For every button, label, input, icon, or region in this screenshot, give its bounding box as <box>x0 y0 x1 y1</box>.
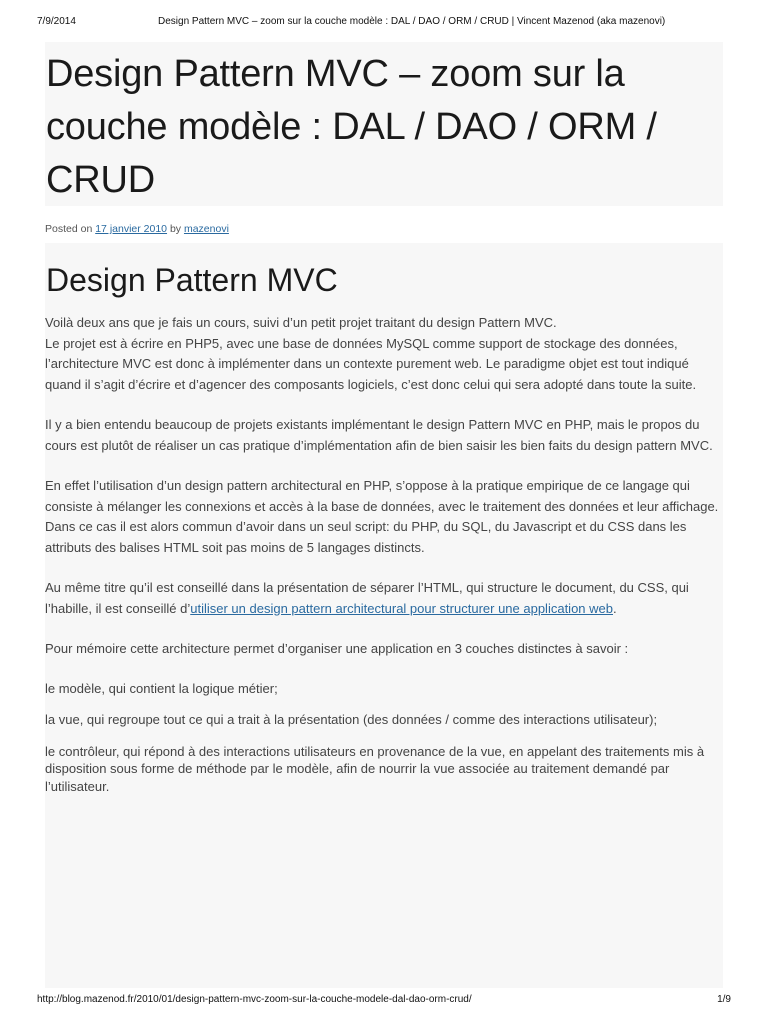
print-url: http://blog.mazenod.fr/2010/01/design-pattern-mvc-zoom-sur-la-couche-modele-dal-dao-orm-crud/ <box>37 994 472 1005</box>
article-meta <box>45 223 229 235</box>
print-header <box>37 16 731 30</box>
print-document-title: Design Pattern MVC – zoom sur la couche modèle : DAL / DAO / ORM / CRUD | Vincent Mazenod (aka mazenovi) <box>158 16 666 27</box>
paragraph-php-practice: En effet l’utilisation d’un design pattern architectural en PHP, s’oppose à la pratique empirique de ce langage qui consiste à mélanger les connexions et accès à la base de données, avec le traitement des données et leur affichage. Dans ce cas il est alors commun d’avoir dans un seul script: du PHP, du SQL, du Javascript et du CSS dans les attributs des balises HTML soit pas moins de 5 langages distincts. <box>45 478 719 555</box>
list-item-model: le modèle, qui contient la logique métier; <box>45 680 278 696</box>
by-label: by <box>169 223 182 235</box>
print-footer <box>37 994 731 1008</box>
article-title: Design Pattern MVC – zoom sur la couche modèle : DAL / DAO / ORM / CRUD <box>46 53 657 201</box>
article-body <box>45 313 723 809</box>
print-date: 7/9/2014 <box>37 16 76 27</box>
posted-on-label: Posted on <box>45 223 93 235</box>
paragraph-intro-rest: Le projet est à écrire en PHP5, avec une base de données MySQL comme support de stockage des données, l’architecture MVC est donc à implémenter dans un contexte purement web. Le paradigme objet est tout indiqué quand il s’agit d’écrire et d’agencer des composants logiciels, c’est donc celui qui sera adopté dans toute la suite. <box>45 335 697 392</box>
list-item-controller: le contrôleur, qui répond à des interactions utilisateurs en provenance de la vue, en appelant des traitements mis à disposition sous forme de méthode par le modèle, afin de nourrir la vue associée au traitement demandé par l’utilisateur. <box>45 743 705 794</box>
paragraph-separation-end: . <box>613 600 617 616</box>
paragraph-intro <box>45 313 723 395</box>
architectural-pattern-link[interactable]: utiliser un design pattern architectural pour structurer une application web <box>190 600 613 616</box>
paragraph-existing-projects: Il y a bien entendu beaucoup de projets existants implémentant le design Pattern MVC en PHP, mais le propos du cours est plutôt de réaliser un cas pratique d’implémentation afin de bien saisir les bien faits du design pattern MVC. <box>45 417 713 453</box>
paragraph-three-layers: Pour mémoire cette architecture permet d’organiser une application en 3 couches distinctes à savoir : <box>45 641 629 656</box>
article-content <box>45 243 723 988</box>
paragraph-separation-text: Au même titre qu’il est conseillé dans la présentation de séparer l’HTML, qui structure le document, du CSS, qui l’habille, il est conseillé d’ <box>45 580 689 616</box>
section-heading: Design Pattern MVC <box>46 262 338 298</box>
author-link[interactable]: mazenovi <box>183 223 229 235</box>
post-date-link[interactable]: 17 janvier 2010 <box>95 223 168 235</box>
paragraph-separation <box>45 578 723 619</box>
page-number: 1/9 <box>717 994 731 1005</box>
article-title-box <box>45 42 723 206</box>
paragraph-intro-line1: Voilà deux ans que je fais un cours, suivi d’un petit projet traitant du design Pattern MVC. <box>45 315 557 330</box>
list-item-view: la vue, qui regroupe tout ce qui a trait à la présentation (des données / comme des interactions utilisateur); <box>45 712 658 727</box>
